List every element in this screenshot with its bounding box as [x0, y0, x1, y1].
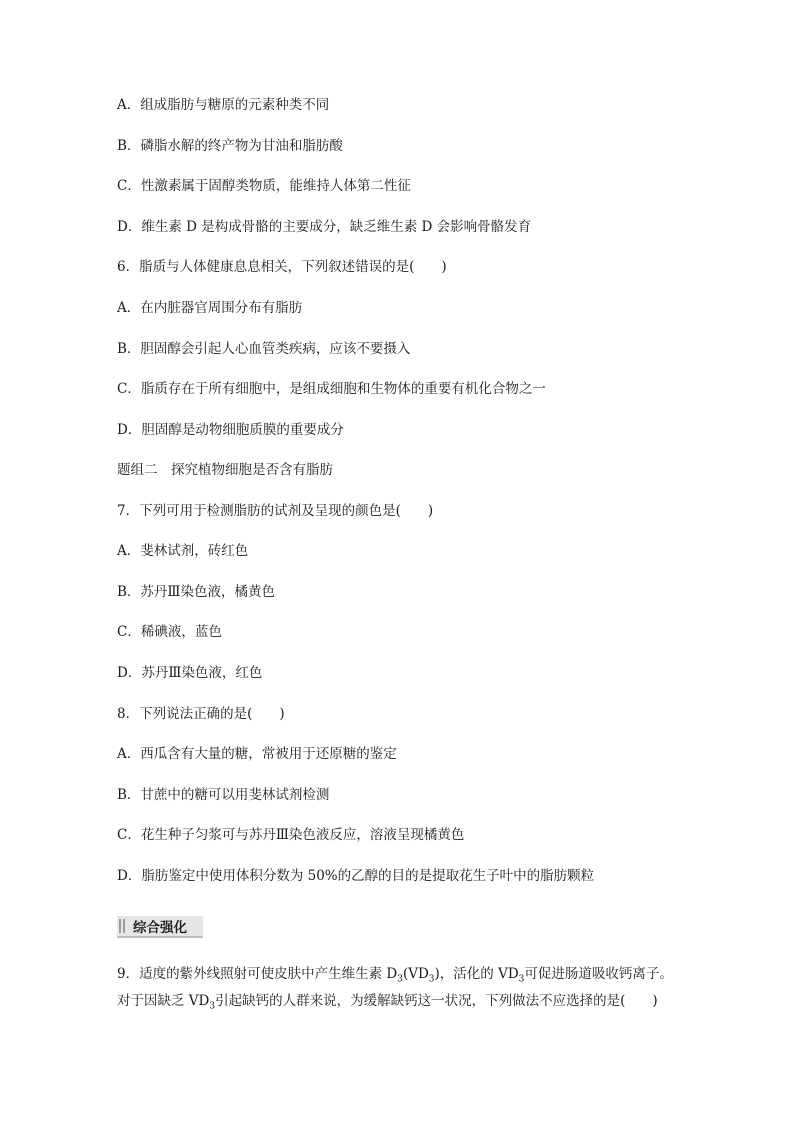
- section-marker: [123, 919, 125, 933]
- q6-option-b: B．胆固醇会引起人心血管类疾病，应该不要摄入: [117, 341, 411, 357]
- q8-option-d: D．脂肪鉴定中使用体积分数为 50%的乙醇的目的是提取花生子叶中的脂肪颗粒: [117, 868, 595, 884]
- question-8: 8．下列说法正确的是( ): [117, 706, 285, 722]
- line-a-1: A．组成脂肪与糖原的元素种类不同: [117, 97, 330, 113]
- q6-option-d: D．胆固醇是动物细胞质膜的重要成分: [117, 422, 344, 438]
- group-heading: 题组二 探究植物细胞是否含有脂肪: [117, 462, 333, 478]
- q6-option-c: C．脂质存在于所有细胞中，是组成细胞和生物体的重要有机化合物之一: [117, 381, 546, 397]
- q7-option-c: C．稀碘液，蓝色: [117, 624, 222, 640]
- q8-option-a: A．西瓜含有大量的糖，常被用于还原糖的鉴定: [117, 746, 397, 762]
- line-c-1: C．性激素属于固醇类物质，能维持人体第二性征: [117, 178, 411, 194]
- question-7: 7．下列可用于检测脂肪的试剂及呈现的颜色是( ): [117, 503, 434, 519]
- question-9-line-2: 对于因缺乏 $VD_3$引起缺钙的人群来说，为缓解缺钙这一状况，下列做法不应选择的是( ): [117, 993, 658, 1012]
- section-marker: [119, 919, 121, 933]
- line-b-1: B．磷脂水解的终产物为甘油和脂肪酸: [117, 138, 343, 154]
- q7-option-b: B．苏丹Ⅲ染色液，橘黄色: [117, 584, 275, 600]
- q8-option-b: B．甘蔗中的糖可以用斐林试剂检测: [117, 787, 330, 803]
- section-underline: [117, 936, 203, 938]
- q8-option-c: C．花生种子匀浆可与苏丹Ⅲ染色液反应，溶液呈现橘黄色: [117, 827, 465, 843]
- section-header: [117, 916, 203, 936]
- q6-option-a: A．在内脏器官周围分布有脂肪: [117, 300, 303, 316]
- line-d-1: D．维生素 D 是构成骨骼的主要成分，缺乏维生素 D 会影响骨骼发育: [117, 219, 532, 235]
- q7-option-a: A．斐林试剂，砖红色: [117, 543, 249, 559]
- section-title: 综合强化: [133, 920, 187, 936]
- question-9-line-1: 9．适度的紫外线照射可使皮肤中产生维生素 $D_3(VD_3)$，活化的 $VD_3$可促进肠道吸收钙离子。: [117, 966, 673, 985]
- q7-option-d: D．苏丹Ⅲ染色液，红色: [117, 665, 263, 681]
- question-6: 6．脂质与人体健康息息相关，下列叙述错误的是( ): [117, 259, 447, 275]
